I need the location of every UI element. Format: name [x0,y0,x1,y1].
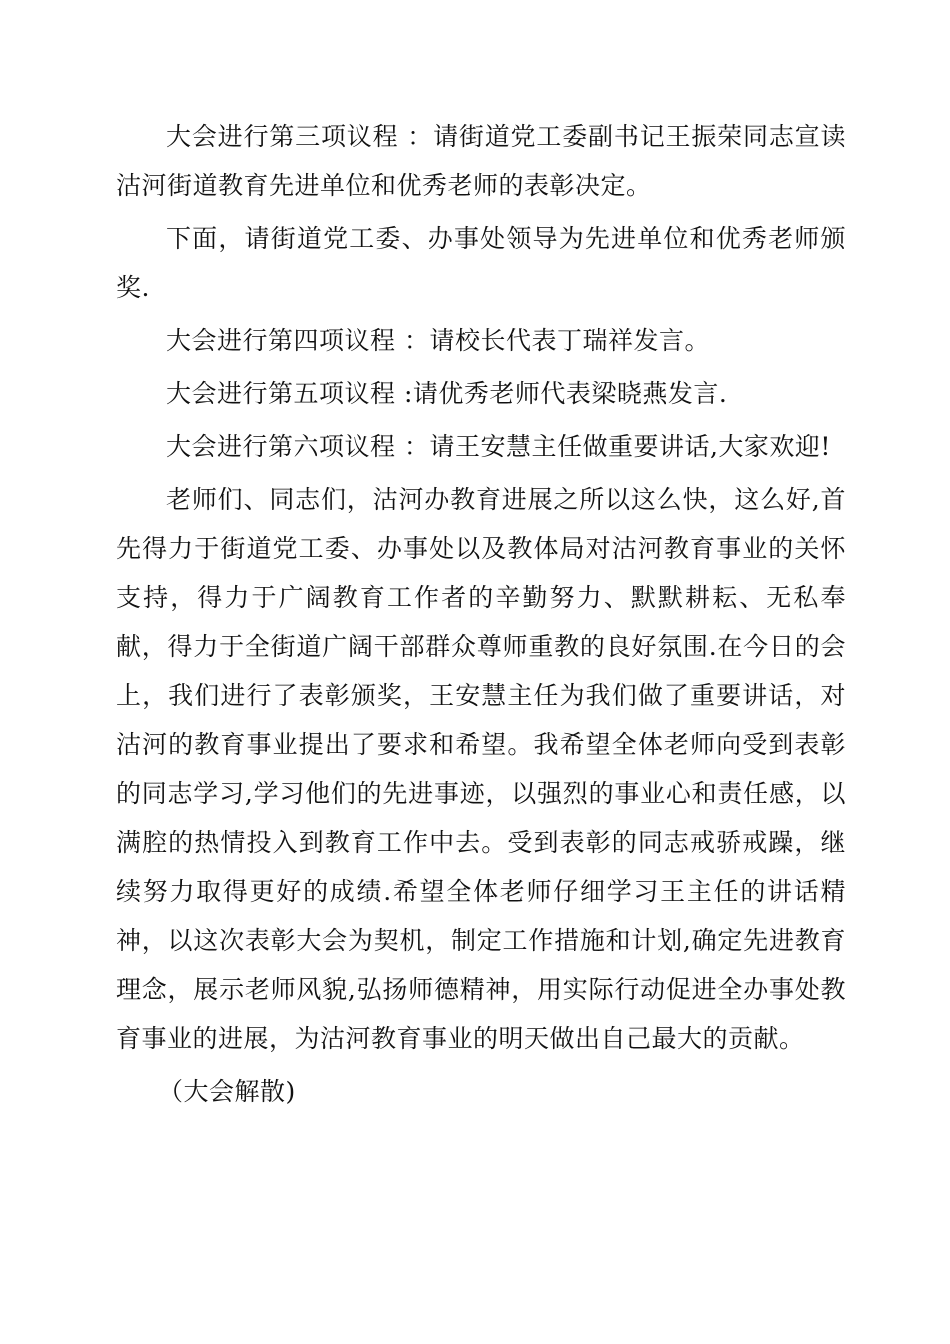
paragraph-agenda-4: 大会进行第四项议程 ：请校长代表丁瑞祥发言。 [166,326,710,355]
paragraph-award: 下面，请街道党工委、办事处领导为先进单位和优秀老师颁奖. [116,224,846,302]
paragraph-closing: （大会解散) [158,1077,296,1106]
paragraph-summary-speech: 老师们、同志们，沽河办教育进展之所以这么快，这么好,首先得力于街道党工委、办事处以及教体局对沽河教育事业的关怀支持，得力于广阔教育工作者的辛勤努力、默默耕耘、无私奉献，得力于全街道广阔干部群众尊师重教的良好氛围.在今日的会上，我们进行了表彰颁奖，王安慧主任为我们做了重要讲话，对沽河的教育事业提出了要求和希望。我希望全体老师向受到表彰的同志学习,学习他们的先进事迹，以强烈的事业心和责任感，以满腔的热情投入到教育工作中去。受到表彰的同志戒骄戒躁，继续努力取得更好的成绩.希望全体老师仔细学习王主任的讲话精神，以这次表彰大会为契机，制定工作措施和计划,确定先进教育理念，展示老师风貌,弘扬师德精神，用实际行动促进全办事处教育事业的进展，为沽河教育事业的明天做出自己最大的贡献。 [116,485,846,1053]
paragraph-agenda-5: 大会进行第五项议程 :请优秀老师代表梁晓燕发言. [166,379,728,408]
document-body [116,112,846,1120]
paragraph-agenda-6: 大会进行第六项议程 ：请王安慧主任做重要讲话,大家欢迎! [166,432,831,461]
paragraph-agenda-3: 大会进行第三项议程 ：请街道党工委副书记王振荣同志宣读沽河街道教育先进单位和优秀老师的表彰决定。 [116,122,846,200]
